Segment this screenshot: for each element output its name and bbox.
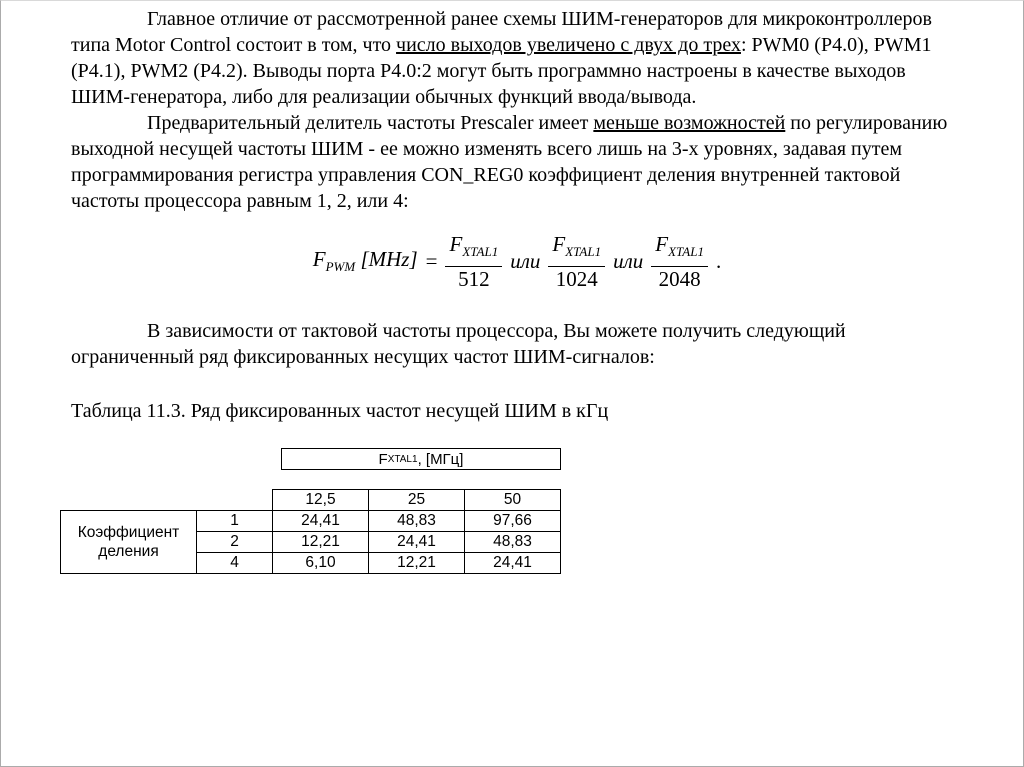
freq-columns-row	[61, 490, 561, 511]
formula-unit: [MHz]	[360, 246, 418, 271]
pwm-frequency-formula	[71, 232, 963, 290]
header-sub-xtal1: XTAL1	[387, 453, 418, 465]
coef-cell: 4	[197, 553, 273, 574]
row-label-coefficient	[61, 511, 197, 574]
numerator-sub: XTAL1	[668, 244, 704, 260]
p2-text-1: Предварительный делитель частоты Prescaler имеет	[147, 112, 594, 134]
data-cell: 12,21	[369, 553, 465, 574]
equals-sign: =	[425, 248, 438, 273]
table-caption: Таблица 11.3. Ряд фиксированных частот несущей ШИМ в кГц	[71, 400, 609, 422]
row-label-line2: деления	[98, 543, 159, 560]
table-header-fxtal	[281, 448, 561, 470]
blank-cell	[61, 490, 273, 511]
header-unit: , [МГц]	[417, 450, 464, 468]
fraction-numerator	[445, 232, 502, 266]
data-cell: 12,21	[273, 532, 369, 553]
numerator-f: F	[552, 232, 566, 257]
data-cell: 48,83	[465, 532, 561, 553]
fraction-512	[445, 232, 502, 289]
p2-text-2: по регулированию выходной несущей частоты ШИМ - ее можно изменять всего лишь на 3-х уровнях, задавая путем программирования регистра управления CON_REG0 коэффициент деления внутренней тактовой частоты процессора равным 1, 2, или 4:	[71, 112, 948, 212]
fraction-numerator	[651, 232, 708, 266]
coef-cell: 1	[197, 511, 273, 532]
header-f: F	[378, 450, 388, 468]
formula-lhs	[313, 247, 418, 275]
numerator-f: F	[449, 232, 463, 257]
fraction-1024	[548, 232, 605, 289]
or-word-1: или	[510, 248, 541, 273]
paragraph-2	[71, 110, 963, 214]
formula-f: F	[312, 246, 326, 271]
pwm-frequency-table	[60, 489, 561, 574]
freq-column-cell: 25	[369, 490, 465, 511]
fraction-2048	[651, 232, 708, 289]
row-label-line1: Коэффициент	[77, 524, 180, 541]
data-cell: 24,41	[369, 532, 465, 553]
p2-underlined-text: меньше возможностей	[593, 112, 786, 134]
p1-text-2: : PWM0 (P4.0), PWM1 (P4.1), PWM2 (P4.2). Выводы порта P4.0:2 могут быть программно настроены в качестве выходов ШИМ-генератора, либо для реализации обычных функций ввода/вывода.	[71, 34, 932, 108]
paragraph-1	[71, 6, 963, 110]
or-word-2: или	[613, 248, 644, 273]
numerator-sub: XTAL1	[565, 244, 602, 260]
data-cell: 6,10	[273, 553, 369, 574]
coef-cell: 2	[197, 532, 273, 553]
fraction-denominator: 1024	[555, 266, 598, 291]
fraction-denominator: 512	[458, 266, 490, 291]
numerator-sub: XTAL1	[462, 244, 499, 260]
table-row	[61, 511, 561, 532]
fraction-denominator: 2048	[658, 266, 701, 291]
slide-content	[0, 6, 1024, 574]
p1-text-1: Главное отличие от рассмотренной ранее схемы ШИМ-генераторов для микроконтроллеров типа Motor Control состоит в том, что	[71, 8, 932, 56]
data-cell: 24,41	[465, 553, 561, 574]
p1-underlined-text: число выходов увеличено с двух до трех	[396, 34, 741, 56]
data-cell: 24,41	[273, 511, 369, 532]
paragraph-3: В зависимости от тактовой частоты процессора, Вы можете получить следующий ограниченный ряд фиксированных несущих частот ШИМ-сигналов:	[71, 320, 846, 368]
fraction-numerator	[548, 232, 605, 266]
freq-column-cell: 12,5	[273, 490, 369, 511]
formula-period: .	[715, 248, 722, 273]
data-cell: 97,66	[465, 511, 561, 532]
data-cell: 48,83	[369, 511, 465, 532]
freq-column-cell: 50	[465, 490, 561, 511]
numerator-f: F	[655, 232, 669, 257]
formula-sub-pwm: PWM	[325, 259, 356, 275]
